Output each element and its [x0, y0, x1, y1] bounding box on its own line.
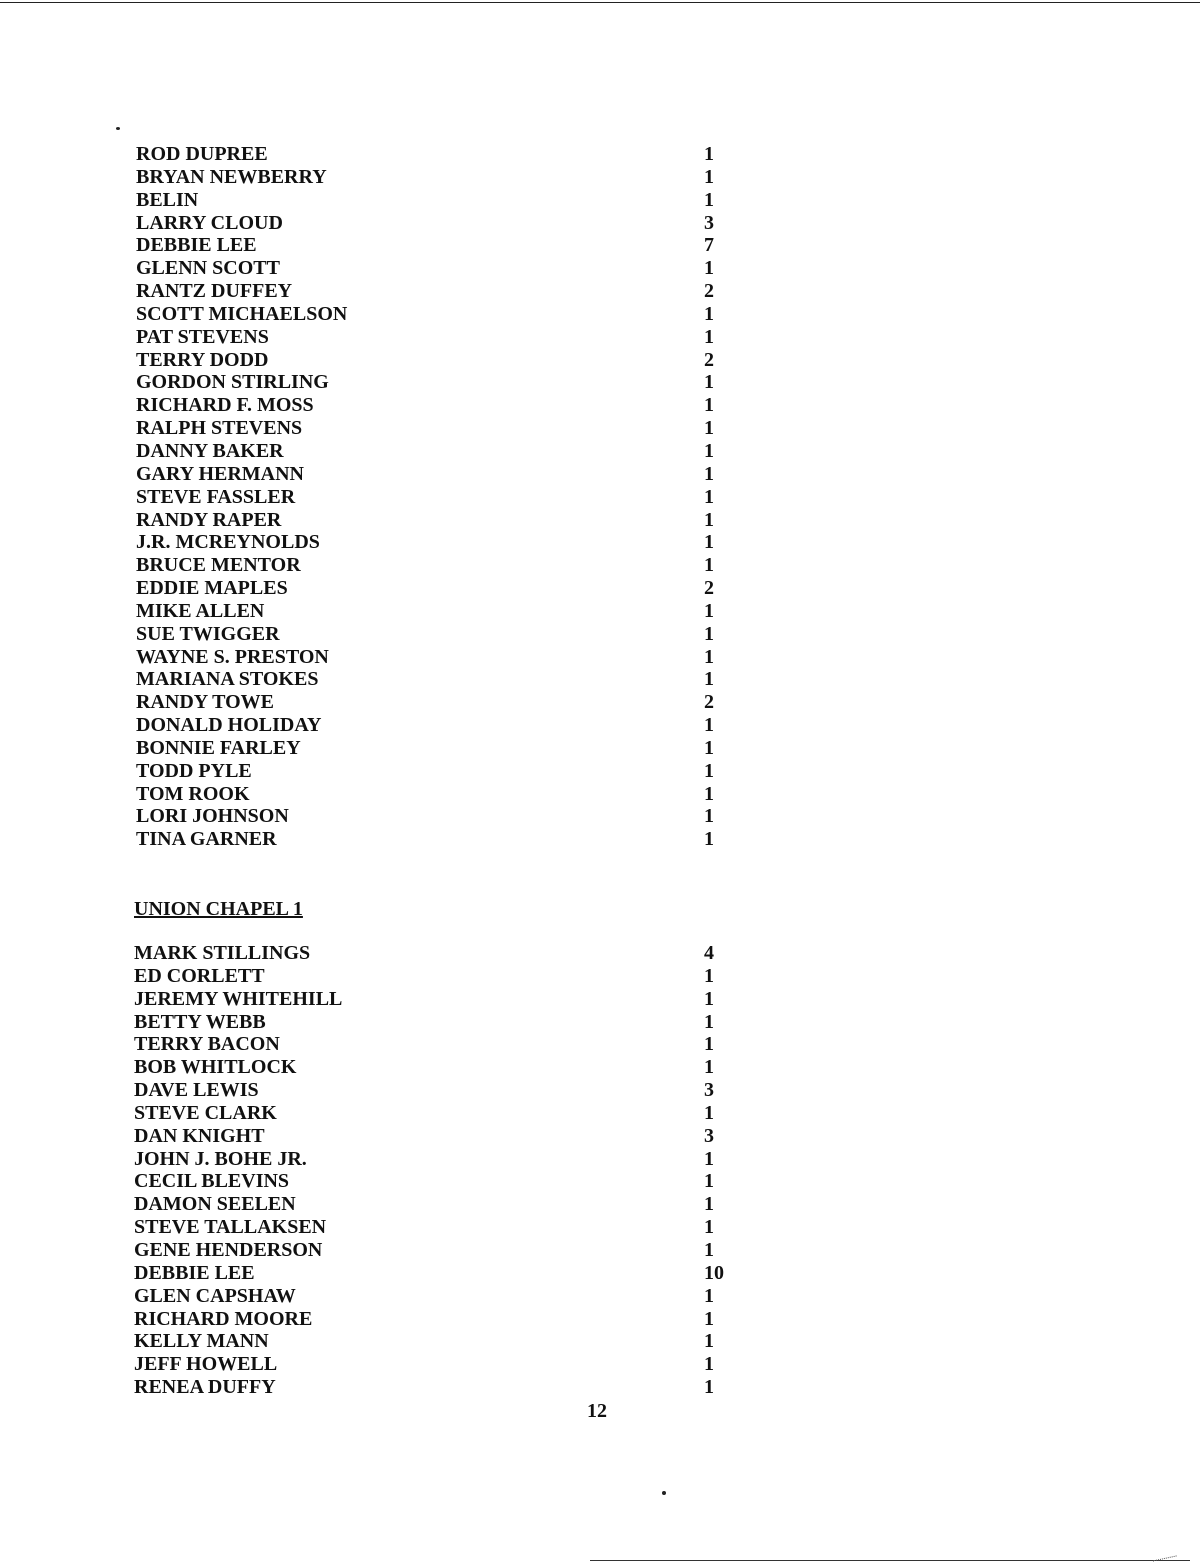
entry-name: DANNY BAKER — [136, 439, 284, 462]
entry-count: 2 — [704, 280, 714, 303]
list-item — [0, 1102, 1200, 1125]
entry-count: 1 — [704, 1170, 714, 1193]
list-item — [0, 1148, 1200, 1171]
list-item — [0, 1079, 1200, 1102]
list-item — [0, 1011, 1200, 1034]
list-item — [0, 440, 1200, 463]
entry-count: 1 — [704, 439, 714, 462]
entry-count: 1 — [704, 462, 714, 485]
list-item — [0, 463, 1200, 486]
entry-name: RANDY TOWE — [136, 691, 274, 714]
entry-count: 1 — [704, 1010, 714, 1033]
entry-count: 1 — [704, 736, 714, 759]
entry-count: 1 — [704, 1033, 714, 1056]
entry-name: DONALD HOLIDAY — [136, 714, 322, 737]
entry-name: EDDIE MAPLES — [136, 577, 288, 600]
list-item — [0, 577, 1200, 600]
entry-name: BOB WHITLOCK — [134, 1056, 297, 1079]
list-item — [0, 1193, 1200, 1216]
list-item — [0, 257, 1200, 280]
entry-count: 1 — [704, 485, 714, 508]
entry-count: 1 — [704, 828, 714, 851]
scan-border-top — [0, 2, 1200, 3]
list-item — [0, 531, 1200, 554]
entry-name: ED CORLETT — [134, 964, 265, 987]
list-item — [0, 234, 1200, 257]
list-item — [0, 1125, 1200, 1148]
entry-name: LARRY CLOUD — [136, 211, 283, 234]
entry-count: 1 — [704, 1307, 714, 1330]
entry-count: 1 — [704, 165, 714, 188]
list-item — [0, 783, 1200, 806]
list-item — [0, 1376, 1200, 1399]
entry-count: 1 — [704, 325, 714, 348]
list-item — [0, 988, 1200, 1011]
entry-count: 1 — [704, 1216, 714, 1239]
entry-name: MARIANA STOKES — [136, 668, 319, 691]
entry-count: 1 — [704, 257, 714, 280]
entry-count: 10 — [704, 1261, 724, 1284]
entry-count: 2 — [704, 348, 714, 371]
entry-count: 1 — [704, 645, 714, 668]
entry-count: 1 — [704, 782, 714, 805]
entry-name: DAMON SEELEN — [134, 1193, 296, 1216]
entry-name: SCOTT MICHAELSON — [136, 302, 348, 325]
entry-name: SUE TWIGGER — [136, 622, 280, 645]
entry-count: 2 — [704, 691, 714, 714]
list-item — [0, 1216, 1200, 1239]
entry-count: 1 — [704, 394, 714, 417]
entry-name: BONNIE FARLEY — [136, 736, 301, 759]
entry-count: 1 — [704, 1101, 714, 1124]
entry-count: 1 — [704, 143, 714, 165]
list-item — [0, 1330, 1200, 1353]
entry-count: 1 — [704, 554, 714, 577]
entry-name: GLEN CAPSHAW — [134, 1284, 296, 1307]
entry-count: 1 — [704, 599, 714, 622]
list-item — [0, 280, 1200, 303]
entry-name: STEVE TALLAKSEN — [134, 1216, 327, 1239]
list-item — [0, 714, 1200, 737]
entry-count: 1 — [704, 622, 714, 645]
entry-name: GLENN SCOTT — [136, 257, 280, 280]
entry-count: 1 — [704, 1376, 714, 1399]
list-item — [0, 212, 1200, 235]
entry-count: 1 — [704, 531, 714, 554]
entry-name: TERRY BACON — [134, 1033, 280, 1056]
entry-name: BETTY WEBB — [134, 1010, 266, 1033]
list-item — [0, 1239, 1200, 1262]
entry-name: BRYAN NEWBERRY — [136, 165, 327, 188]
entry-count: 1 — [704, 1238, 714, 1261]
list-item — [0, 1353, 1200, 1376]
entry-name: DAN KNIGHT — [134, 1124, 265, 1147]
list-item — [0, 965, 1200, 988]
entry-name: GORDON STIRLING — [136, 371, 329, 394]
entry-count: 1 — [704, 1147, 714, 1170]
entry-count: 1 — [704, 759, 714, 782]
list-item — [0, 303, 1200, 326]
entry-name: JOHN J. BOHE JR. — [134, 1147, 307, 1170]
list-item — [0, 805, 1200, 828]
scan-speck — [662, 1491, 666, 1495]
entry-count: 3 — [704, 1124, 714, 1147]
entry-name: DEBBIE LEE — [134, 1261, 255, 1284]
entry-name: RANDY RAPER — [136, 508, 282, 531]
list-item — [0, 394, 1200, 417]
list-item — [0, 942, 1200, 965]
tally-list-1 — [0, 143, 1200, 851]
entry-name: RICHARD F. MOSS — [136, 394, 314, 417]
entry-count: 1 — [704, 714, 714, 737]
entry-name: BELIN — [136, 188, 199, 211]
entry-count: 3 — [704, 211, 714, 234]
entry-count: 2 — [704, 577, 714, 600]
page-number: 12 — [587, 1400, 607, 1422]
entry-count: 7 — [704, 234, 714, 257]
list-item — [0, 143, 1200, 166]
entry-name: J.R. MCREYNOLDS — [136, 531, 320, 554]
entry-name: GENE HENDERSON — [134, 1238, 323, 1261]
entry-name: DAVE LEWIS — [134, 1079, 259, 1102]
list-item — [0, 668, 1200, 691]
entry-name: JEREMY WHITEHILL — [134, 987, 343, 1010]
list-item — [0, 737, 1200, 760]
entry-name: LORI JOHNSON — [136, 805, 289, 828]
entry-name: DEBBIE LEE — [136, 234, 257, 257]
list-item — [0, 1285, 1200, 1308]
entry-count: 1 — [704, 1330, 714, 1353]
list-item — [0, 349, 1200, 372]
list-item — [0, 189, 1200, 212]
list-item — [0, 646, 1200, 669]
entry-name: STEVE CLARK — [134, 1101, 277, 1124]
entry-count: 1 — [704, 1056, 714, 1079]
entry-count: 3 — [704, 1079, 714, 1102]
list-item — [0, 691, 1200, 714]
entry-name: TINA GARNER — [136, 828, 277, 851]
entry-name: CECIL BLEVINS — [134, 1170, 290, 1193]
entry-name: STEVE FASSLER — [136, 485, 296, 508]
list-item — [0, 166, 1200, 189]
entry-name: TODD PYLE — [136, 759, 252, 782]
entry-name: MIKE ALLEN — [136, 599, 265, 622]
list-item — [0, 760, 1200, 783]
entry-name: RALPH STEVENS — [136, 417, 303, 440]
list-item — [0, 623, 1200, 646]
list-item — [0, 486, 1200, 509]
list-item — [0, 554, 1200, 577]
entry-name: RANTZ DUFFEY — [136, 280, 293, 303]
entry-count: 1 — [704, 1353, 714, 1376]
entry-name: TERRY DODD — [136, 348, 269, 371]
entry-count: 1 — [704, 1193, 714, 1216]
entry-name: MARK STILLINGS — [134, 942, 311, 964]
list-item — [0, 326, 1200, 349]
entry-count: 1 — [704, 508, 714, 531]
list-item — [0, 600, 1200, 623]
list-item — [0, 1308, 1200, 1331]
entry-count: 1 — [704, 668, 714, 691]
section-heading: UNION CHAPEL 1 — [134, 898, 303, 920]
list-item — [0, 509, 1200, 532]
entry-name: BRUCE MENTOR — [136, 554, 301, 577]
entry-count: 1 — [704, 371, 714, 394]
entry-count: 4 — [704, 942, 714, 964]
entry-name: WAYNE S. PRESTON — [136, 645, 329, 668]
entry-count: 1 — [704, 1284, 714, 1307]
entry-name: RENEA DUFFY — [134, 1376, 276, 1399]
entry-count: 1 — [704, 805, 714, 828]
list-item — [0, 1033, 1200, 1056]
entry-name: PAT STEVENS — [136, 325, 269, 348]
scan-speck — [116, 127, 120, 130]
entry-count: 1 — [704, 417, 714, 440]
entry-count: 1 — [704, 987, 714, 1010]
scan-border-bottom — [590, 1560, 1190, 1561]
entry-name: ROD DUPREE — [136, 143, 268, 165]
entry-name: RICHARD MOORE — [134, 1307, 313, 1330]
list-item — [0, 1056, 1200, 1079]
entry-name: JEFF HOWELL — [134, 1353, 278, 1376]
list-item — [0, 1262, 1200, 1285]
tally-list-2 — [0, 942, 1200, 1399]
list-item — [0, 828, 1200, 851]
entry-count: 1 — [704, 188, 714, 211]
entry-count: 1 — [704, 302, 714, 325]
list-item — [0, 417, 1200, 440]
entry-name: TOM ROOK — [136, 782, 250, 805]
list-item — [0, 1170, 1200, 1193]
entry-name: GARY HERMANN — [136, 462, 304, 485]
list-item — [0, 371, 1200, 394]
entry-count: 1 — [704, 964, 714, 987]
entry-name: KELLY MANN — [134, 1330, 269, 1353]
